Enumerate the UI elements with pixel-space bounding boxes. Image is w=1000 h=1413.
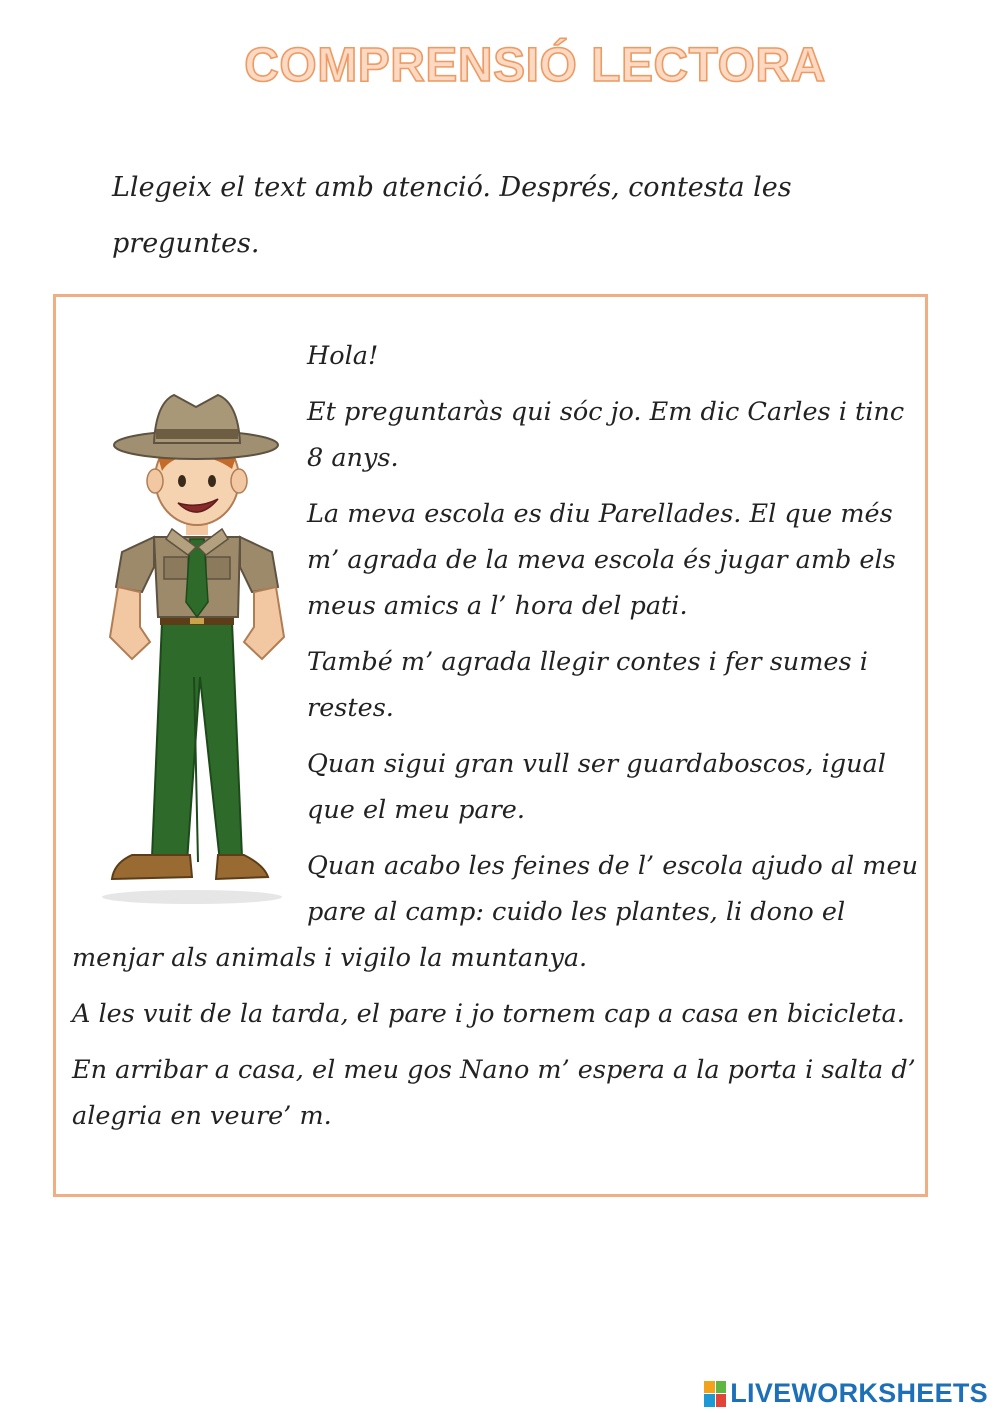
instructions-text: Llegeix el text amb atenció. Després, contesta les preguntes. xyxy=(112,172,792,259)
liveworksheets-logo xyxy=(704,1378,988,1409)
paragraph-6: Quan acabo les feines de l’ escola ajudo al meu pare al camp: cuido les plantes, li dono el menjar als animals i vigilo la muntanya. xyxy=(72,851,918,973)
paragraph-8: En arribar a casa, el meu gos Nano m’ espera a la porta i salta d’ alegria en veure’ m. xyxy=(72,1055,916,1131)
liveworksheets-logo-icon xyxy=(704,1381,726,1407)
paragraph-5: Quan sigui gran vull ser guardaboscos, igual que el meu pare. xyxy=(307,749,886,825)
reading-text xyxy=(72,333,919,1149)
page-title: COMPRENSIÓ LECTORA xyxy=(244,39,826,92)
paragraph-1: Hola! xyxy=(307,341,379,371)
park-ranger-illustration xyxy=(92,377,297,907)
paragraph-3: La meva escola es diu Parellades. El que més m’ agrada de la meva escola és jugar amb els meus amics a l’ hora del pati. xyxy=(307,499,896,621)
logo-text: LIVEWORKSHEETS xyxy=(730,1378,988,1408)
reading-text-box xyxy=(53,294,928,1197)
paragraph-2: Et preguntaràs qui sóc jo. Em dic Carles i tinc 8 anys. xyxy=(307,397,905,473)
paragraph-4: També m’ agrada llegir contes i fer sumes i restes. xyxy=(307,647,868,723)
paragraph-7: A les vuit de la tarda, el pare i jo tornem cap a casa en bicicleta. xyxy=(72,999,905,1029)
